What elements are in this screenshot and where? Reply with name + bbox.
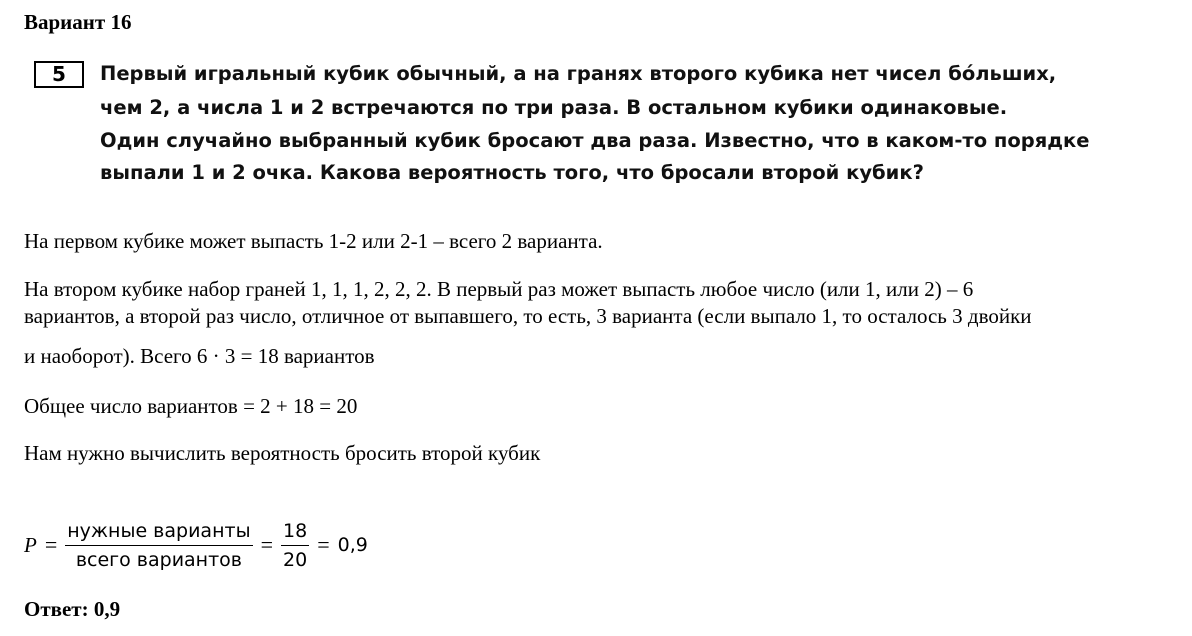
problem-text-line-3: Один случайно выбранный кубик бросают два раза. Известно, что в каком-то порядке bbox=[100, 129, 1090, 152]
fraction-numbers-numerator: 18 bbox=[281, 520, 309, 546]
answer-text: Ответ: 0,9 bbox=[24, 597, 121, 621]
fraction-words-numerator: нужные варианты bbox=[65, 520, 252, 546]
solution-paragraph-2-line-1: На втором кубике набор граней 1, 1, 1, 2, 2, 2. В первый раз может выпасть любое число (или 1, или 2) – 6 bbox=[24, 277, 974, 301]
problem-text-line-4: выпали 1 и 2 очка. Какова вероятность того, что бросали второй кубик? bbox=[100, 161, 924, 184]
formula-variable: P bbox=[24, 532, 37, 557]
fraction-words-denominator: всего вариантов bbox=[75, 548, 242, 571]
problem-number-box: 5 bbox=[34, 61, 84, 88]
solution-paragraph-4: Нам нужно вычислить вероятность бросить второй кубик bbox=[24, 441, 541, 465]
fraction-words bbox=[65, 520, 252, 571]
equals-sign-1: = bbox=[44, 532, 58, 557]
formula-result: 0,9 bbox=[337, 534, 368, 556]
solution-paragraph-1: На первом кубике может выпасть 1-2 или 2-1 – всего 2 варианта. bbox=[24, 229, 603, 253]
fraction-numbers bbox=[281, 520, 309, 571]
equals-sign-2: = bbox=[260, 532, 273, 557]
fraction-numbers-denominator: 20 bbox=[283, 548, 308, 571]
solution-paragraph-2-line-2: вариантов, а второй раз число, отличное от выпавшего, то есть, 3 варианта (если выпало 1, то осталось 3 двойки bbox=[24, 304, 1032, 328]
probability-formula bbox=[24, 512, 368, 578]
page-title: Вариант 16 bbox=[24, 10, 132, 34]
solution-paragraph-3: Общее число вариантов = 2 + 18 = 20 bbox=[24, 394, 358, 418]
equals-sign-3: = bbox=[317, 532, 330, 557]
problem-text-line-2: чем 2, а числа 1 и 2 встречаются по три раза. В остальном кубики одинаковые. bbox=[100, 96, 1008, 119]
problem-text-line-1: Первый игральный кубик обычный, а на гранях второго кубика нет чисел бóльших, bbox=[100, 62, 1057, 85]
solution-paragraph-2-line-3: и наоборот). Всего 6 · 3 = 18 вариантов bbox=[24, 344, 375, 368]
